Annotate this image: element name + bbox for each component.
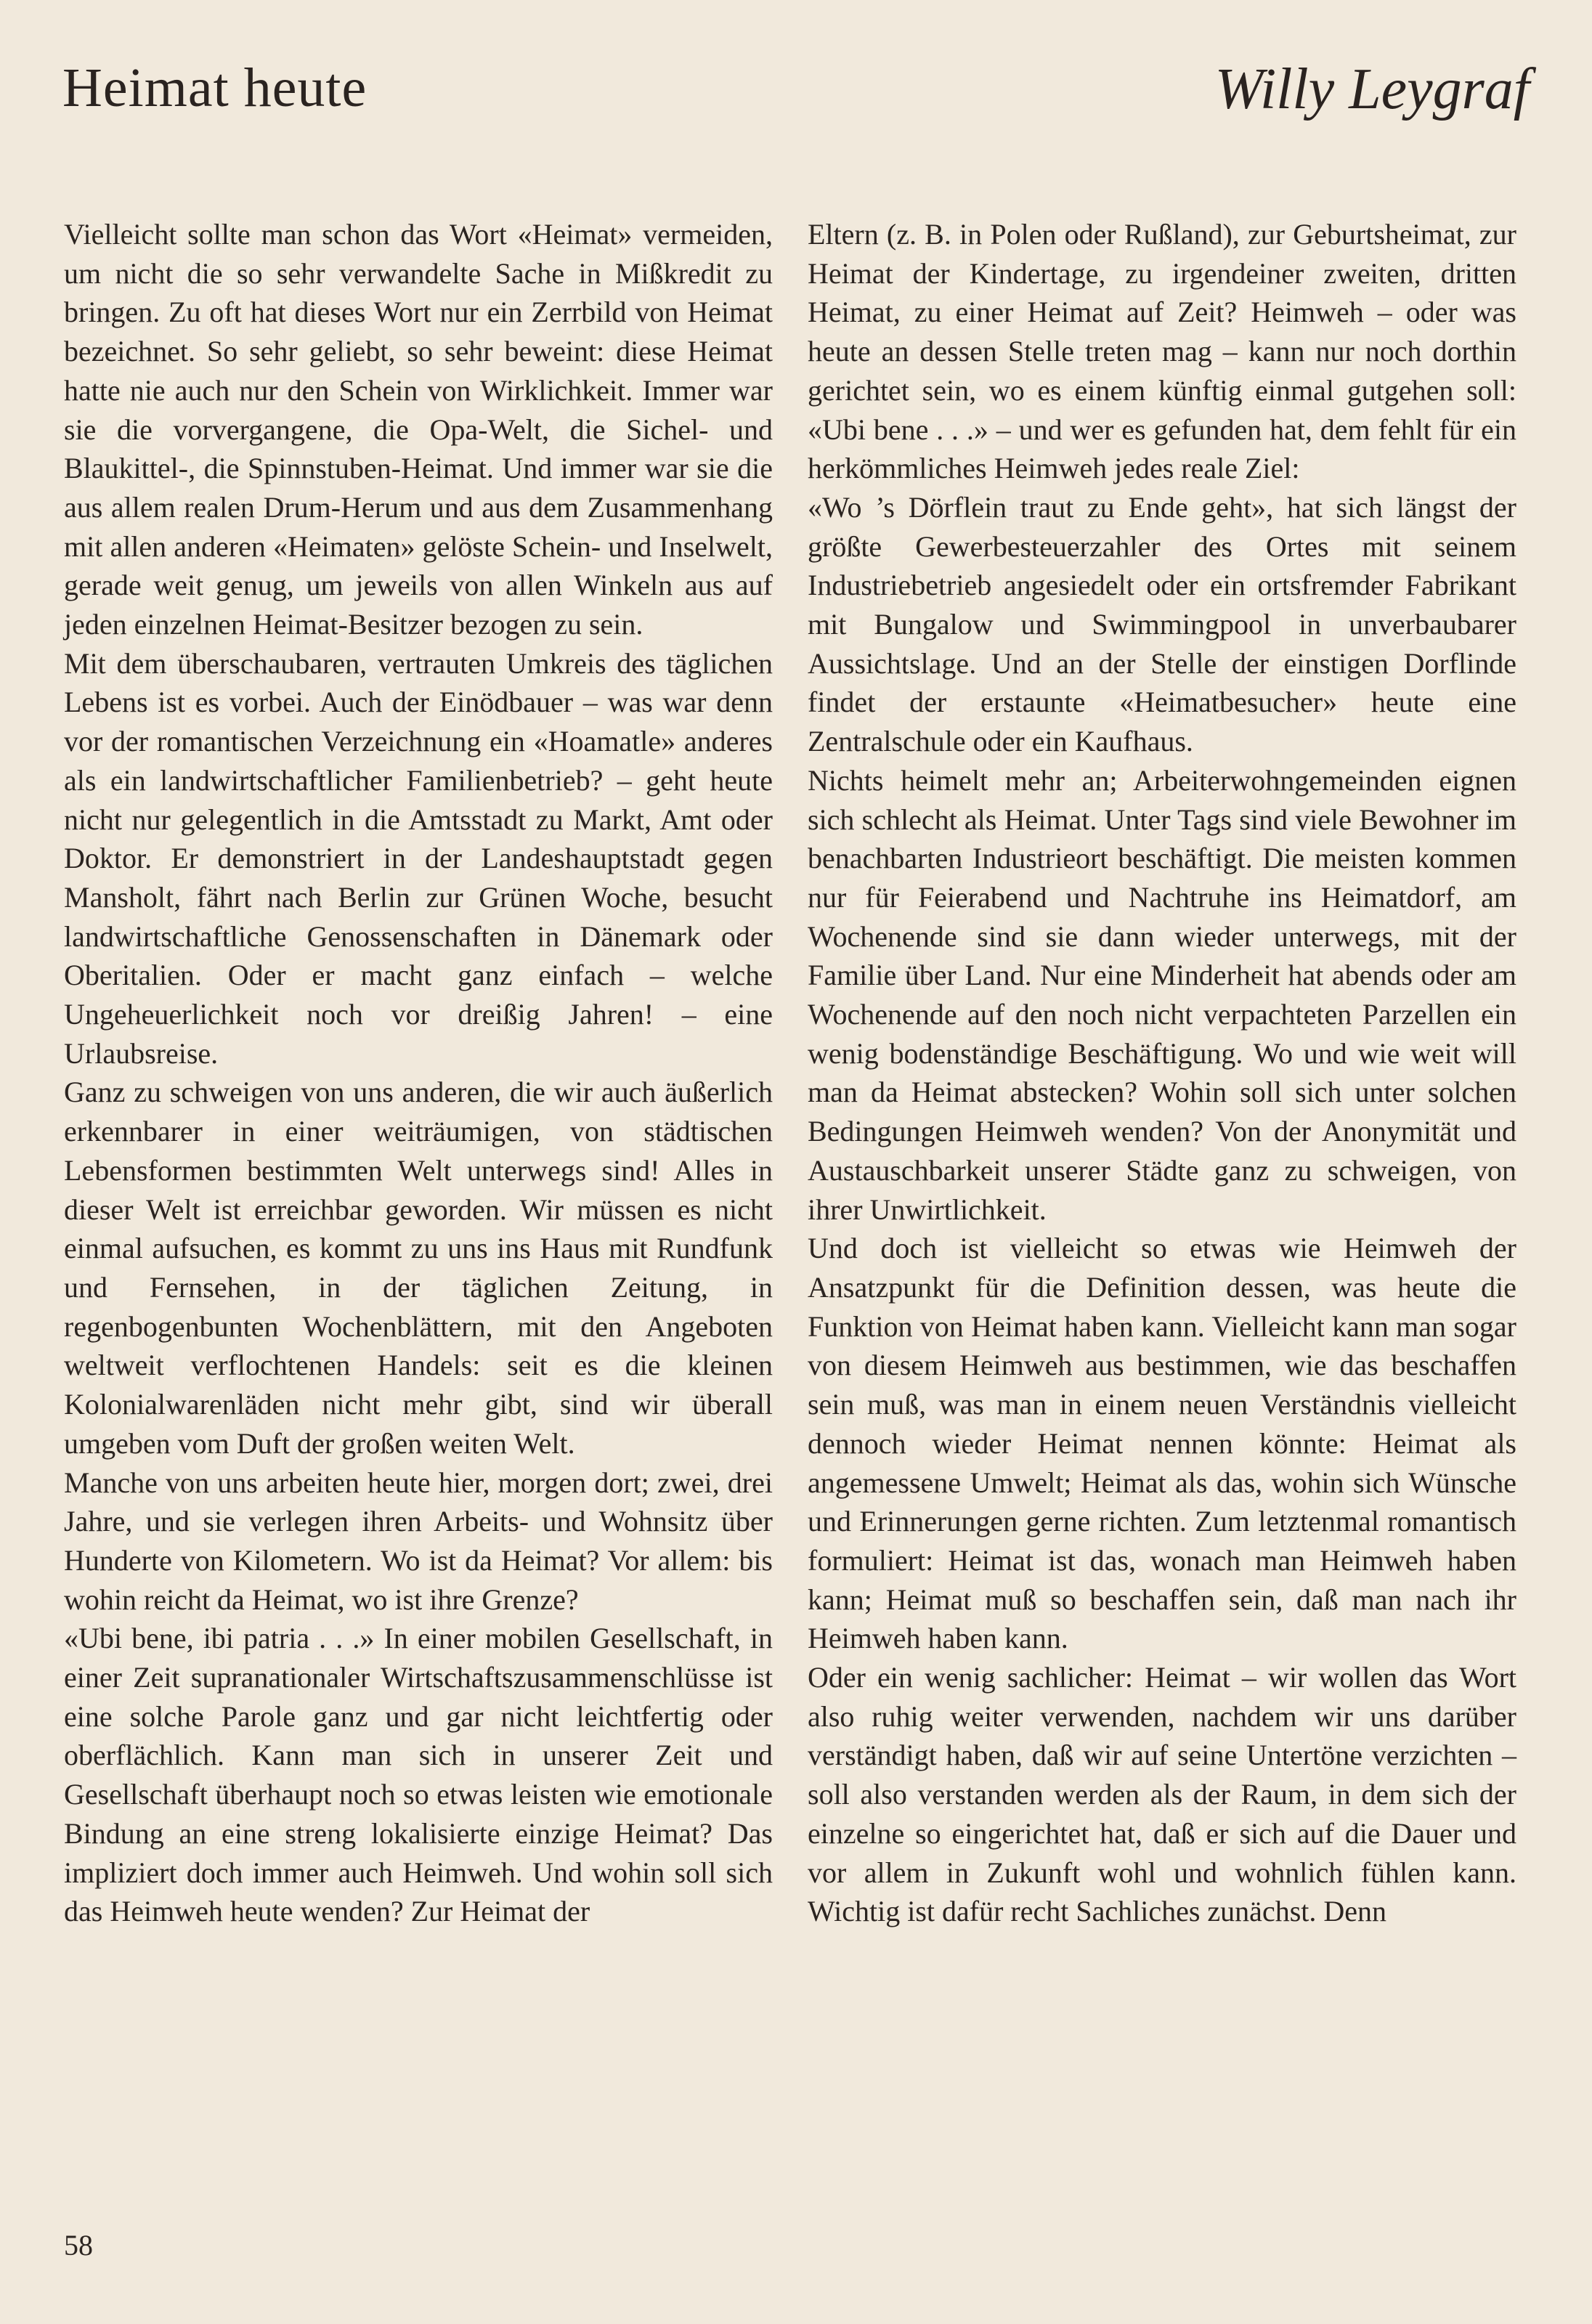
- paragraph: Ganz zu schweigen von uns anderen, die wir auch äußerlich erkennbarer in einer weiträumigen, von städtischen Lebensformen bestimmten Welt unterwegs sind! Alles in dieser Welt ist erreichbar geworden. Wir müssen es nicht einmal aufsuchen, es kommt zu uns ins Haus mit Rundfunk und Fernsehen, in der täglichen Zeitung, in regenbogenbunten Wochenblättern, mit den Angeboten weltweit verflochtenen Handels: seit es die kleinen Kolonialwarenläden nicht mehr gibt, sind wir überall umgeben vom Duft der großen weiten Welt.: [64, 1076, 773, 1460]
- page-number: 58: [64, 2229, 93, 2262]
- paragraph: «Wo ’s Dörflein traut zu Ende geht», hat sich längst der größte Gewerbesteuerzahler des Ortes mit seinem Industriebetrieb angesiedelt oder ein ortsfremder Fabrikant mit Bungalow und Swimmingpool in unverbaubarer Aussichtslage. Und an der Stelle der einstigen Dorflinde findet der erstaunte «Heimatbesucher» heute eine Zentralschule oder ein Kaufhaus.: [808, 490, 1516, 758]
- page-header: [62, 57, 1530, 137]
- article-author: Willy Leygraf: [1214, 57, 1530, 121]
- left-column: [64, 215, 773, 1931]
- paragraph: Eltern (z. B. in Polen oder Rußland), zur Geburtsheimat, zur Heimat der Kindertage, zu irgendeiner zweiten, dritten Heimat, zu einer Heimat auf Zeit? Heimweh – oder was heute an dessen Stelle treten mag – kann nur noch dorthin gerichtet sein, wo es einem künftig einmal gutgehen soll: «Ubi bene . . .» – und wer es gefunden hat, dem fehlt für ein herkömmliches Heimweh jedes reale Ziel:: [808, 218, 1516, 485]
- paragraph: «Ubi bene, ibi patria . . .» In einer mobilen Gesellschaft, in einer Zeit supranationaler Wirtschaftszusammenschlüsse ist eine solche Parole ganz und gar nicht leichtfertig oder oberflächlich. Kann man sich in unserer Zeit und Gesellschaft überhaupt noch so etwas leisten wie emotionale Bindung an eine streng lokalisierte einzige Heimat? Das impliziert doch immer auch Heimweh. Und wohin soll sich das Heimweh heute wenden? Zur Heimat der: [64, 1622, 773, 1928]
- paragraph: Vielleicht sollte man schon das Wort «Heimat» vermeiden, um nicht die so sehr verwandelte Sache in Mißkredit zu bringen. Zu oft hat dieses Wort nur ein Zerrbild von Heimat bezeichnet. So sehr geliebt, so sehr beweint: diese Heimat hatte nie auch nur den Schein von Wirklichkeit. Immer war sie die vorvergangene, die Opa-Welt, die Sichel- und Blaukittel-, die Spinnstuben-Heimat. Und immer war sie die aus allem realen Drum-Herum und aus dem Zusammenhang mit allen anderen «Heimaten» gelöste Schein- und Inselwelt, gerade weit genug, um jeweils von allen Winkeln aus auf jeden einzelnen Heimat-Besitzer bezogen zu sein.: [64, 218, 773, 641]
- right-column: [808, 215, 1516, 1931]
- paragraph: Mit dem überschaubaren, vertrauten Umkreis des täglichen Lebens ist es vorbei. Auch der Einödbauer – was war denn vor der romantischen Verzeichnung ein «Hoamatle» anderes als ein landwirtschaftlicher Familienbetrieb? – geht heute nicht nur gelegentlich in die Amtsstadt zu Markt, Amt oder Doktor. Er demonstriert in der Landeshauptstadt gegen Mansholt, fährt nach Berlin zur Grünen Woche, besucht landwirtschaftliche Genossenschaften in Dänemark oder Oberitalien. Oder er macht ganz einfach – welche Ungeheuerlichkeit noch vor dreißig Jahren! – eine Urlaubsreise.: [64, 646, 773, 1070]
- paragraph: Oder ein wenig sachlicher: Heimat – wir wollen das Wort also ruhig weiter verwenden, nachdem wir uns darüber verständigt haben, daß wir auf seine Untertöne verzichten – soll also verstanden werden als der Raum, in dem sich der einzelne so eingerichtet hat, daß er sich auf die Dauer und vor allem in Zukunft wohl und wohnlich fühlen kann. Wichtig ist dafür recht Sachliches zunächst. Denn: [808, 1661, 1516, 1928]
- paragraph: Nichts heimelt mehr an; Arbeiterwohngemeinden eignen sich schlecht als Heimat. Unter Tags sind viele Bewohner im benachbarten Industrieort beschäftigt. Die meisten kommen nur für Feierabend und Nachtruhe ins Heimatdorf, am Wochenende sind sie dann wieder unterwegs, mit der Familie über Land. Nur eine Minderheit hat abends oder am Wochenende auf den noch nicht verpachteten Parzellen ein wenig bodenständige Beschäftigung. Wo und wie weit will man da Heimat abstecken? Wohin soll sich unter solchen Bedingungen Heimweh wenden? Von der Anonymität und Austauschbarkeit unserer Städte ganz zu schweigen, von ihrer Unwirtlichkeit.: [808, 763, 1516, 1226]
- article-title: Heimat heute: [62, 57, 367, 118]
- paragraph: Und doch ist vielleicht so etwas wie Heimweh der Ansatzpunkt für die Definition dessen, was heute die Funktion von Heimat haben kann. Vielleicht kann man sogar von diesem Heimweh aus bestimmen, wie das beschaffen sein muß, was man in einem neuen Verständnis vielleicht dennoch wieder Heimat nennen könnte: Heimat als angemessene Umwelt; Heimat als das, wohin sich Wünsche und Erinnerungen gerne richten. Zum letztenmal romantisch formuliert: Heimat ist das, wonach man Heimweh haben kann; Heimat muß so beschaffen sein, daß man nach ihr Heimweh haben kann.: [808, 1232, 1516, 1655]
- paragraph: Manche von uns arbeiten heute hier, morgen dort; zwei, drei Jahre, und sie verlegen ihren Arbeits- und Wohnsitz über Hunderte von Kilometern. Wo ist da Heimat? Vor allem: bis wohin reicht da Heimat, wo ist ihre Grenze?: [64, 1466, 773, 1616]
